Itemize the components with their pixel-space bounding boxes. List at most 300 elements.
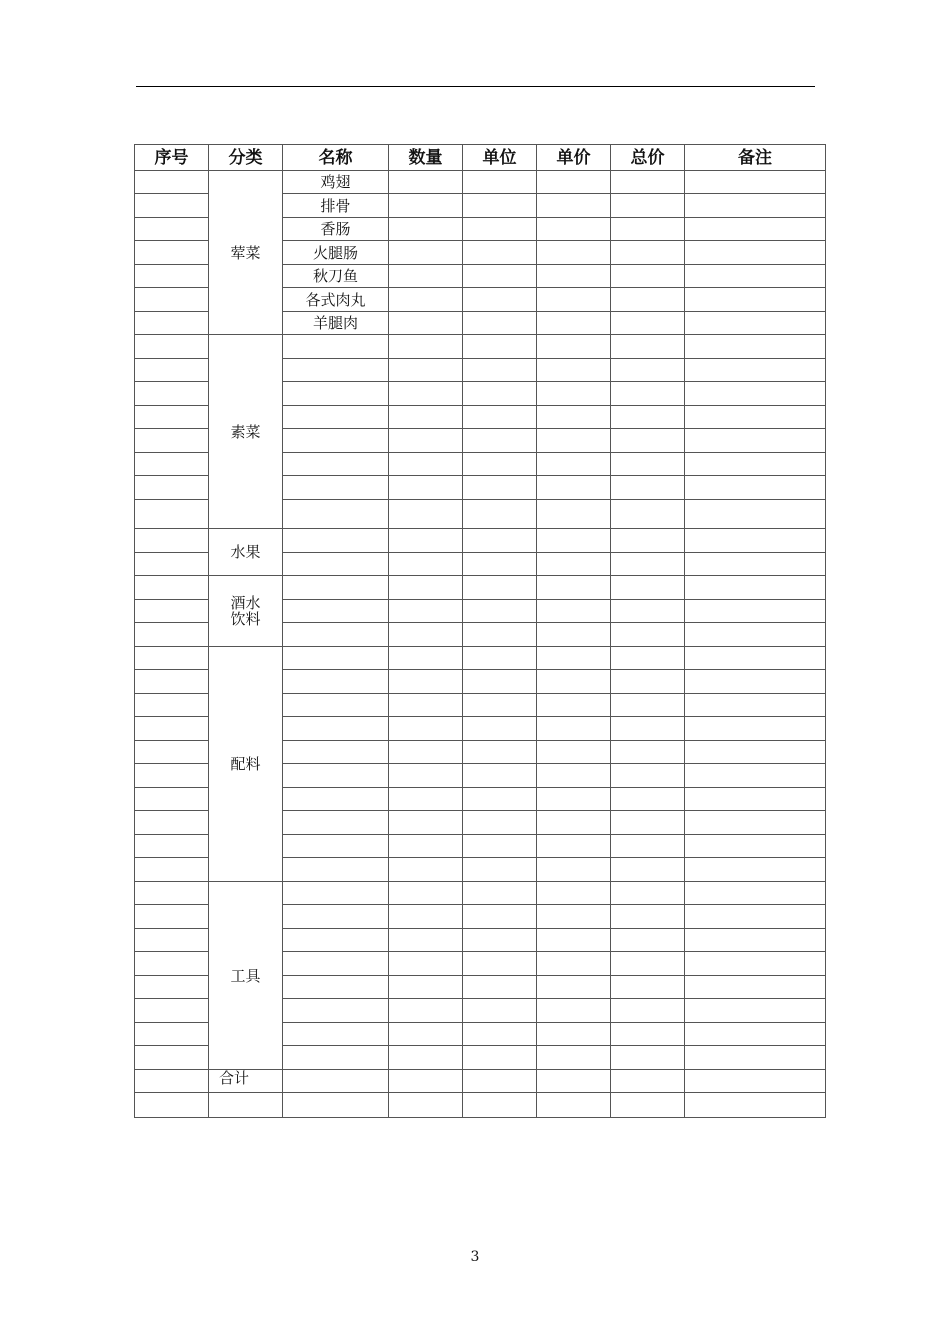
cell-quantity[interactable] xyxy=(389,623,463,647)
cell-category[interactable] xyxy=(209,1093,283,1118)
cell-index[interactable] xyxy=(135,882,209,905)
cell-remarks[interactable] xyxy=(685,382,826,406)
cell-index[interactable] xyxy=(135,835,209,858)
cell-quantity[interactable] xyxy=(389,194,463,218)
cell-remarks[interactable] xyxy=(685,929,826,952)
item-name: 香肠 xyxy=(283,218,389,241)
cell-remarks[interactable] xyxy=(685,717,826,741)
cell-remarks[interactable] xyxy=(685,952,826,976)
cell-index[interactable] xyxy=(135,288,209,312)
cell-name[interactable] xyxy=(283,694,389,717)
cell-unit-price[interactable] xyxy=(537,335,611,359)
cell-index[interactable] xyxy=(135,359,209,382)
cell-quantity[interactable] xyxy=(389,1023,463,1046)
cell-unit[interactable] xyxy=(463,1023,537,1046)
cell-name[interactable] xyxy=(283,858,389,882)
cell-index[interactable] xyxy=(135,429,209,453)
cell-quantity[interactable] xyxy=(389,811,463,835)
cell-total-price[interactable] xyxy=(611,976,685,999)
cell-unit[interactable] xyxy=(463,600,537,623)
cell-total-price[interactable] xyxy=(611,553,685,576)
cell-unit[interactable] xyxy=(463,529,537,553)
cell-remarks[interactable] xyxy=(685,312,826,335)
cell-index[interactable] xyxy=(135,576,209,600)
cell-total-price[interactable] xyxy=(611,429,685,453)
cell-index[interactable] xyxy=(135,976,209,999)
cell-remarks[interactable] xyxy=(685,764,826,788)
cell-unit[interactable] xyxy=(463,647,537,670)
cell-unit[interactable] xyxy=(463,288,537,312)
cell-name[interactable] xyxy=(283,835,389,858)
cell-quantity[interactable] xyxy=(389,312,463,335)
cell-unit[interactable] xyxy=(463,218,537,241)
cell-unit[interactable] xyxy=(463,1070,537,1093)
cell-total-price[interactable] xyxy=(611,623,685,647)
category-drinks xyxy=(209,576,283,647)
cell-remarks[interactable] xyxy=(685,476,826,500)
cell-remarks[interactable] xyxy=(685,406,826,429)
cell-unit[interactable] xyxy=(463,929,537,952)
cell-quantity[interactable] xyxy=(389,952,463,976)
cell-quantity[interactable] xyxy=(389,476,463,500)
cell-unit-price[interactable] xyxy=(537,788,611,811)
cell-remarks[interactable] xyxy=(685,288,826,312)
cell-unit-price[interactable] xyxy=(537,764,611,788)
cell-remarks[interactable] xyxy=(685,453,826,476)
category-fruit: 水果 xyxy=(209,529,283,576)
cell-total-price[interactable] xyxy=(611,694,685,717)
cell-quantity[interactable] xyxy=(389,647,463,670)
cell-unit-price[interactable] xyxy=(537,453,611,476)
category-vegetables: 素菜 xyxy=(209,335,283,529)
cell-unit[interactable] xyxy=(463,858,537,882)
cell-quantity[interactable] xyxy=(389,359,463,382)
cell-index[interactable] xyxy=(135,929,209,952)
cell-remarks[interactable] xyxy=(685,1046,826,1070)
cell-total-price[interactable] xyxy=(611,811,685,835)
table-row xyxy=(135,171,826,194)
cell-remarks[interactable] xyxy=(685,265,826,288)
cell-total-price[interactable] xyxy=(611,218,685,241)
cell-index[interactable] xyxy=(135,453,209,476)
cell-name[interactable] xyxy=(283,976,389,999)
cell-index[interactable] xyxy=(135,265,209,288)
cell-total-price[interactable] xyxy=(611,476,685,500)
cell-unit-price[interactable] xyxy=(537,382,611,406)
cell-quantity[interactable] xyxy=(389,453,463,476)
cell-remarks[interactable] xyxy=(685,1023,826,1046)
item-name: 秋刀鱼 xyxy=(283,265,389,288)
cell-remarks[interactable] xyxy=(685,835,826,858)
cell-unit[interactable] xyxy=(463,952,537,976)
cell-quantity[interactable] xyxy=(389,835,463,858)
cell-remarks[interactable] xyxy=(685,999,826,1023)
cell-quantity[interactable] xyxy=(389,670,463,694)
cell-unit-price[interactable] xyxy=(537,694,611,717)
cell-index[interactable] xyxy=(135,1023,209,1046)
cell-quantity[interactable] xyxy=(389,429,463,453)
cell-total-price[interactable] xyxy=(611,670,685,694)
cell-name[interactable] xyxy=(283,882,389,905)
cell-unit[interactable] xyxy=(463,500,537,529)
cell-unit[interactable] xyxy=(463,741,537,764)
cell-total-price[interactable] xyxy=(611,265,685,288)
cell-index[interactable] xyxy=(135,623,209,647)
cell-unit-price[interactable] xyxy=(537,929,611,952)
cell-remarks[interactable] xyxy=(685,647,826,670)
cell-unit-price[interactable] xyxy=(537,882,611,905)
cell-quantity[interactable] xyxy=(389,905,463,929)
cell-remarks[interactable] xyxy=(685,670,826,694)
cell-quantity[interactable] xyxy=(389,976,463,999)
cell-unit[interactable] xyxy=(463,265,537,288)
cell-remarks[interactable] xyxy=(685,623,826,647)
total-label: 合计 xyxy=(209,1070,283,1093)
cell-unit[interactable] xyxy=(463,1093,537,1118)
cell-unit-price[interactable] xyxy=(537,1046,611,1070)
cell-name[interactable] xyxy=(283,600,389,623)
cell-total-price[interactable] xyxy=(611,171,685,194)
cell-index[interactable] xyxy=(135,858,209,882)
cell-name[interactable] xyxy=(283,1093,389,1118)
cell-unit-price[interactable] xyxy=(537,999,611,1023)
cell-total-price[interactable] xyxy=(611,647,685,670)
cell-quantity[interactable] xyxy=(389,265,463,288)
cell-total-price[interactable] xyxy=(611,1023,685,1046)
cell-total-price[interactable] xyxy=(611,929,685,952)
cell-unit[interactable] xyxy=(463,576,537,600)
cell-unit[interactable] xyxy=(463,764,537,788)
cell-total-price[interactable] xyxy=(611,312,685,335)
cell-quantity[interactable] xyxy=(389,788,463,811)
cell-name[interactable] xyxy=(283,905,389,929)
cell-total-price[interactable] xyxy=(611,335,685,359)
cell-quantity[interactable] xyxy=(389,717,463,741)
cell-unit[interactable] xyxy=(463,382,537,406)
cell-index[interactable] xyxy=(135,194,209,218)
cell-index[interactable] xyxy=(135,312,209,335)
cell-name[interactable] xyxy=(283,429,389,453)
cell-unit[interactable] xyxy=(463,406,537,429)
cell-quantity[interactable] xyxy=(389,500,463,529)
cell-quantity[interactable] xyxy=(389,553,463,576)
cell-remarks[interactable] xyxy=(685,976,826,999)
cell-quantity[interactable] xyxy=(389,929,463,952)
item-name: 火腿肠 xyxy=(283,241,389,265)
cell-name[interactable] xyxy=(283,335,389,359)
col-header-category: 分类 xyxy=(209,145,283,171)
cell-remarks[interactable] xyxy=(685,1093,826,1118)
cell-unit[interactable] xyxy=(463,976,537,999)
cell-unit-price[interactable] xyxy=(537,976,611,999)
cell-index[interactable] xyxy=(135,717,209,741)
cell-total-price[interactable] xyxy=(611,406,685,429)
cell-total-price[interactable] xyxy=(611,952,685,976)
cell-index[interactable] xyxy=(135,335,209,359)
cell-name[interactable] xyxy=(283,476,389,500)
cell-name[interactable] xyxy=(283,999,389,1023)
table-row xyxy=(135,576,826,600)
cell-total-price[interactable] xyxy=(611,576,685,600)
cell-total-price[interactable] xyxy=(611,600,685,623)
table-row xyxy=(135,1093,826,1118)
cell-total-price[interactable] xyxy=(611,500,685,529)
cell-total-price[interactable] xyxy=(611,529,685,553)
cell-total-price[interactable] xyxy=(611,194,685,218)
cell-quantity[interactable] xyxy=(389,882,463,905)
cell-unit-price[interactable] xyxy=(537,288,611,312)
cell-total-price[interactable] xyxy=(611,241,685,265)
cell-name[interactable] xyxy=(283,929,389,952)
cell-unit[interactable] xyxy=(463,788,537,811)
cell-quantity[interactable] xyxy=(389,529,463,553)
cell-unit[interactable] xyxy=(463,312,537,335)
cell-remarks[interactable] xyxy=(685,576,826,600)
cell-index[interactable] xyxy=(135,952,209,976)
cell-unit-price[interactable] xyxy=(537,359,611,382)
cell-unit-price[interactable] xyxy=(537,553,611,576)
cell-unit-price[interactable] xyxy=(537,241,611,265)
cell-total-price[interactable] xyxy=(611,882,685,905)
cell-index[interactable] xyxy=(135,500,209,529)
cell-unit-price[interactable] xyxy=(537,406,611,429)
cell-quantity[interactable] xyxy=(389,600,463,623)
cell-total-price[interactable] xyxy=(611,382,685,406)
cell-unit-price[interactable] xyxy=(537,429,611,453)
cell-name[interactable] xyxy=(283,1070,389,1093)
cell-unit[interactable] xyxy=(463,359,537,382)
table-row xyxy=(135,882,826,905)
cell-name[interactable] xyxy=(283,1023,389,1046)
cell-remarks[interactable] xyxy=(685,694,826,717)
cell-total-price[interactable] xyxy=(611,905,685,929)
cell-total-price[interactable] xyxy=(611,858,685,882)
cell-index[interactable] xyxy=(135,171,209,194)
cell-quantity[interactable] xyxy=(389,999,463,1023)
cell-index[interactable] xyxy=(135,553,209,576)
cell-total-price[interactable] xyxy=(611,1046,685,1070)
cell-index[interactable] xyxy=(135,999,209,1023)
cell-name[interactable] xyxy=(283,788,389,811)
cell-index[interactable] xyxy=(135,811,209,835)
cell-total-price[interactable] xyxy=(611,1093,685,1118)
cell-name[interactable] xyxy=(283,529,389,553)
cell-name[interactable] xyxy=(283,741,389,764)
cell-remarks[interactable] xyxy=(685,788,826,811)
cell-remarks[interactable] xyxy=(685,529,826,553)
cell-index[interactable] xyxy=(135,1046,209,1070)
cell-unit[interactable] xyxy=(463,717,537,741)
cell-quantity[interactable] xyxy=(389,382,463,406)
cell-name[interactable] xyxy=(283,717,389,741)
cell-unit[interactable] xyxy=(463,553,537,576)
cell-index[interactable] xyxy=(135,406,209,429)
cell-unit-price[interactable] xyxy=(537,600,611,623)
cell-unit-price[interactable] xyxy=(537,623,611,647)
cell-index[interactable] xyxy=(135,1093,209,1118)
cell-unit[interactable] xyxy=(463,670,537,694)
cell-index[interactable] xyxy=(135,647,209,670)
cell-quantity[interactable] xyxy=(389,218,463,241)
cell-unit[interactable] xyxy=(463,623,537,647)
cell-unit-price[interactable] xyxy=(537,1023,611,1046)
cell-quantity[interactable] xyxy=(389,576,463,600)
cell-unit-price[interactable] xyxy=(537,835,611,858)
cell-index[interactable] xyxy=(135,382,209,406)
cell-unit-price[interactable] xyxy=(537,476,611,500)
cell-total-price[interactable] xyxy=(611,741,685,764)
cell-unit[interactable] xyxy=(463,194,537,218)
cell-index[interactable] xyxy=(135,788,209,811)
cell-remarks[interactable] xyxy=(685,858,826,882)
cell-index[interactable] xyxy=(135,694,209,717)
cell-quantity[interactable] xyxy=(389,858,463,882)
cell-total-price[interactable] xyxy=(611,1070,685,1093)
cell-name[interactable] xyxy=(283,623,389,647)
cell-unit-price[interactable] xyxy=(537,265,611,288)
cell-quantity[interactable] xyxy=(389,335,463,359)
cell-name[interactable] xyxy=(283,453,389,476)
cell-remarks[interactable] xyxy=(685,218,826,241)
col-header-quantity: 数量 xyxy=(389,145,463,171)
cell-total-price[interactable] xyxy=(611,453,685,476)
cell-unit-price[interactable] xyxy=(537,171,611,194)
cell-quantity[interactable] xyxy=(389,741,463,764)
cell-total-price[interactable] xyxy=(611,835,685,858)
cell-unit-price[interactable] xyxy=(537,811,611,835)
cell-name[interactable] xyxy=(283,647,389,670)
cell-remarks[interactable] xyxy=(685,882,826,905)
cell-index[interactable] xyxy=(135,741,209,764)
cell-remarks[interactable] xyxy=(685,500,826,529)
cell-quantity[interactable] xyxy=(389,694,463,717)
total-row xyxy=(135,1070,826,1093)
cell-index[interactable] xyxy=(135,218,209,241)
cell-unit-price[interactable] xyxy=(537,576,611,600)
cell-unit-price[interactable] xyxy=(537,670,611,694)
cell-unit-price[interactable] xyxy=(537,312,611,335)
cell-unit[interactable] xyxy=(463,429,537,453)
cell-remarks[interactable] xyxy=(685,905,826,929)
cell-remarks[interactable] xyxy=(685,359,826,382)
cell-name[interactable] xyxy=(283,500,389,529)
cell-unit[interactable] xyxy=(463,811,537,835)
cell-unit[interactable] xyxy=(463,905,537,929)
cell-unit-price[interactable] xyxy=(537,1070,611,1093)
cell-unit-price[interactable] xyxy=(537,529,611,553)
cell-unit[interactable] xyxy=(463,476,537,500)
cell-name[interactable] xyxy=(283,764,389,788)
cell-quantity[interactable] xyxy=(389,1093,463,1118)
shopping-list-table xyxy=(134,144,826,1118)
cell-remarks[interactable] xyxy=(685,335,826,359)
cell-unit[interactable] xyxy=(463,999,537,1023)
cell-total-price[interactable] xyxy=(611,717,685,741)
cell-index[interactable] xyxy=(135,241,209,265)
cell-remarks[interactable] xyxy=(685,241,826,265)
cell-unit-price[interactable] xyxy=(537,952,611,976)
cell-index[interactable] xyxy=(135,764,209,788)
table-row xyxy=(135,647,826,670)
cell-name[interactable] xyxy=(283,1046,389,1070)
cell-quantity[interactable] xyxy=(389,764,463,788)
table-row xyxy=(135,335,826,359)
cell-name[interactable] xyxy=(283,670,389,694)
cell-name[interactable] xyxy=(283,359,389,382)
category-meat: 荤菜 xyxy=(209,171,283,335)
item-name: 各式肉丸 xyxy=(283,288,389,312)
page-number: 3 xyxy=(470,1249,480,1265)
cell-index[interactable] xyxy=(135,476,209,500)
cell-total-price[interactable] xyxy=(611,359,685,382)
cell-unit-price[interactable] xyxy=(537,905,611,929)
cell-quantity[interactable] xyxy=(389,171,463,194)
cell-total-price[interactable] xyxy=(611,788,685,811)
cell-unit-price[interactable] xyxy=(537,500,611,529)
cell-index[interactable] xyxy=(135,529,209,553)
cell-quantity[interactable] xyxy=(389,1070,463,1093)
cell-name[interactable] xyxy=(283,406,389,429)
cell-remarks[interactable] xyxy=(685,600,826,623)
cell-total-price[interactable] xyxy=(611,764,685,788)
cell-unit[interactable] xyxy=(463,241,537,265)
cell-remarks[interactable] xyxy=(685,811,826,835)
cell-name[interactable] xyxy=(283,576,389,600)
cell-remarks[interactable] xyxy=(685,171,826,194)
cell-index[interactable] xyxy=(135,600,209,623)
cell-name[interactable] xyxy=(283,382,389,406)
cell-unit-price[interactable] xyxy=(537,741,611,764)
cell-quantity[interactable] xyxy=(389,241,463,265)
item-name: 排骨 xyxy=(283,194,389,218)
cell-total-price[interactable] xyxy=(611,999,685,1023)
cell-name[interactable] xyxy=(283,811,389,835)
cell-unit-price[interactable] xyxy=(537,858,611,882)
cell-unit-price[interactable] xyxy=(537,218,611,241)
cell-remarks[interactable] xyxy=(685,553,826,576)
cell-name[interactable] xyxy=(283,553,389,576)
cell-remarks[interactable] xyxy=(685,741,826,764)
cell-unit[interactable] xyxy=(463,882,537,905)
header-row xyxy=(135,145,826,171)
cell-quantity[interactable] xyxy=(389,1046,463,1070)
cell-unit-price[interactable] xyxy=(537,647,611,670)
cell-index[interactable] xyxy=(135,1070,209,1093)
cell-unit[interactable] xyxy=(463,171,537,194)
cell-unit-price[interactable] xyxy=(537,194,611,218)
category-drinks-line2: 饮料 xyxy=(230,610,261,628)
cell-unit[interactable] xyxy=(463,453,537,476)
cell-unit[interactable] xyxy=(463,835,537,858)
cell-name[interactable] xyxy=(283,952,389,976)
cell-index[interactable] xyxy=(135,670,209,694)
cell-total-price[interactable] xyxy=(611,288,685,312)
cell-quantity[interactable] xyxy=(389,288,463,312)
cell-unit-price[interactable] xyxy=(537,1093,611,1118)
cell-unit[interactable] xyxy=(463,694,537,717)
cell-quantity[interactable] xyxy=(389,406,463,429)
col-header-unit: 单位 xyxy=(463,145,537,171)
cell-unit[interactable] xyxy=(463,335,537,359)
cell-remarks[interactable] xyxy=(685,429,826,453)
col-header-total-price: 总价 xyxy=(611,145,685,171)
cell-index[interactable] xyxy=(135,905,209,929)
cell-unit-price[interactable] xyxy=(537,717,611,741)
header-rule xyxy=(136,86,815,87)
cell-remarks[interactable] xyxy=(685,1070,826,1093)
cell-remarks[interactable] xyxy=(685,194,826,218)
cell-unit[interactable] xyxy=(463,1046,537,1070)
